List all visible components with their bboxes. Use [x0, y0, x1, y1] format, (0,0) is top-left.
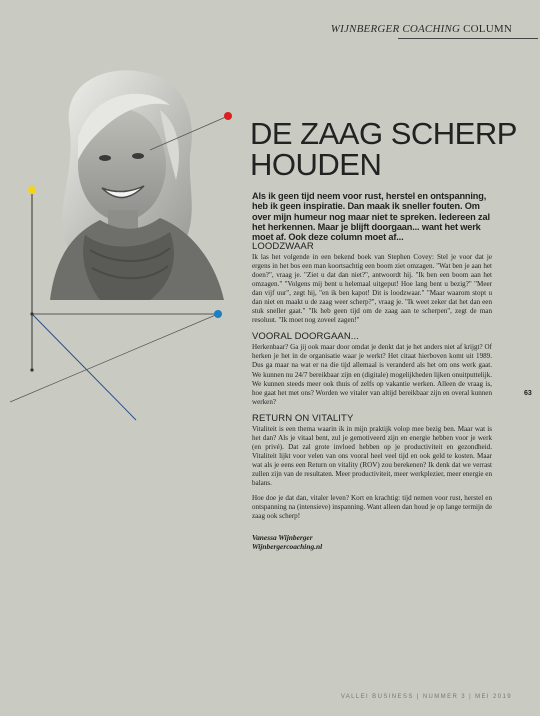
author-portrait [30, 60, 224, 300]
section-loodzwaar [252, 241, 492, 325]
section-heading: LOODZWAAR [252, 241, 314, 252]
header-section: COLUMN [463, 23, 512, 35]
article-title [250, 118, 520, 180]
section-text: Ik las het volgende in een bekend boek van Stephen Covey: Stel je voor dat je ergens in het bos een man koortsachtig een boom ziet omzagen. "Wat ben je aan het doen?", vraag je. "Ziet u dat dan niet?", antwoordt hij. "Ik ben een boom aan het omzagen." "Volgens mij bent u helemaal uitgeput! Hoe lang bent u bezig?" "Meer dan vijf uur", zegt hij, "en ik ben kapot! Dit is loodzwaar." "Maar waarom stopt u dan niet en maakt u de zaag weer scherp?", vraag je. "Ik weet zeker dat het dan een stuk sneller gaat." "Ik heb geen tijd om de zaag aan te scherpen", zegt de man resoluut. "Ik moet nog zoveel zagen!" [252, 253, 492, 325]
author-signature [252, 533, 492, 551]
author-website: Wijnbergercoaching.nl [252, 542, 323, 552]
red-dot [224, 112, 232, 120]
section-text: Vitaliteit is een thema waarin ik in mijn praktijk volop mee bezig ben. Maar wat is het dan? Als je vitaal bent, zul je gemotiveerd zijn en energie hebben voor je werk (en privé). Dat zal grote invloed hebben op je productiviteit en gezondheid. Vitaliteit lijkt voor velen van ons vooral heel veel tijd en ook geld te kosten. Maar wat als je eens een Return on vitality (ROV) zou berekenen? Ik denk dat we verrast zullen zijn van de resultaten. Meer productiviteit, meer werkplezier, meer energie en balans. [252, 424, 492, 487]
page-number: 63 [524, 390, 532, 397]
header-brand: WIJNBERGER COACHING [330, 23, 461, 35]
footer-publication: VALLEI BUSINESS | NUMMER 3 | MEI 2019 [340, 694, 512, 700]
section-return-on-vitality [252, 413, 492, 488]
closing-paragraph: Hoe doe je dat dan, vitaler leven? Kort en krachtig: tijd nemen voor rust, herstel en ontspanning na (intensieve) inspanning. Want alleen dan houd je op lange termijn de zaag ook scherp! [252, 494, 492, 521]
section-text: Herkenbaar? Ga jij ook maar door omdat je denkt dat je het anders niet af krijgt? Of herken je het in de organisatie waar je werkt? Het citaat hierboven komt uit 1989. Dus ga maar na wat er na die tijd allemaal is veranderd als het om ons werk gaat. We kunnen nu 24/7 bereikbaar zijn en (digitale) mogelijkheden lijken onuitputtelijk. We kunnen steeds meer ook thuis of zelfs op vakantie werken. Alleen de vraag is, hoe gaat het met ons? Worden we vitaler van altijd bereikbaar zijn en overal kunnen werken? [252, 343, 492, 406]
column-header [331, 23, 512, 35]
section-heading: RETURN ON VITALITY [252, 412, 354, 424]
article-body [252, 241, 492, 551]
section-heading: VOORAL DOORGAAN... [252, 331, 360, 343]
section-vooral-doorgaan [252, 331, 492, 406]
title-line-2: HOUDEN [250, 147, 382, 182]
intro-paragraph: Als ik geen tijd neem voor rust, herstel en ontspanning, heb ik geen inspiratie. Dan maak ik sneller fouten. Om over mijn humeur nog maar niet te spreken. Iedereen zal het herkennen. Maar je blijft doorgaan... want het werk moet af. Ook deze column moet af... [252, 191, 490, 243]
header-rule [398, 38, 538, 39]
title-line-1: DE ZAAG SCHERP [250, 116, 517, 151]
author-name: Vanessa Wijnberger [252, 533, 313, 543]
blue-dot [214, 310, 222, 318]
